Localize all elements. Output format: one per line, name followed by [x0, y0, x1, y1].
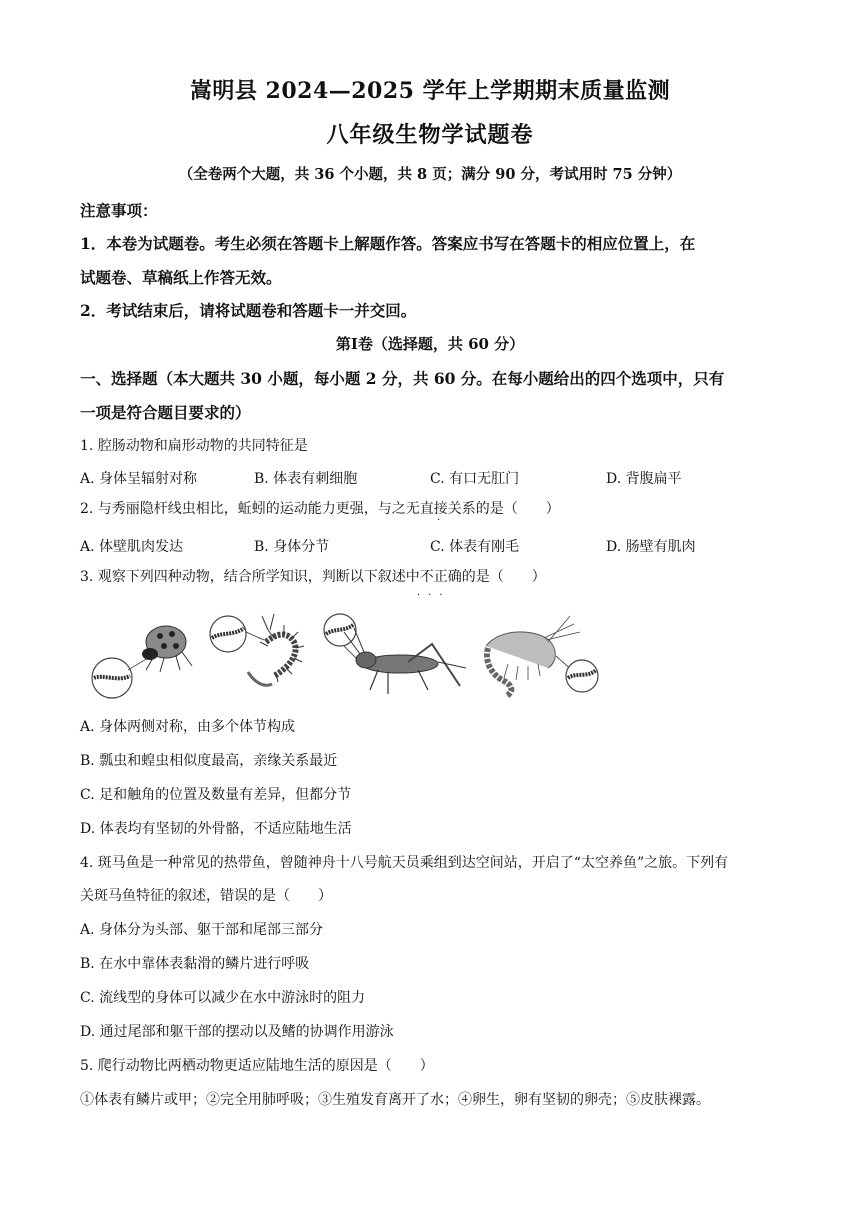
question-1-option-a: A. 身体呈辐射对称: [80, 471, 198, 487]
question-4-option-c: C. 流线型的身体可以减少在水中游泳时的阻力: [80, 990, 366, 1006]
question-3-option-c: C. 足和触角的位置及数量有差异，但都分节: [80, 787, 352, 803]
question-4-option-b: B. 在水中靠体表黏滑的鳞片进行呼吸: [80, 956, 310, 972]
emphasis-dot: ·: [437, 515, 441, 526]
centipede-illustration: [210, 614, 304, 685]
question-2-stem: 2. 与秀丽隐杆线虫相比，蚯蚓的运动能力更强，与之无直接关系的是（ ）: [80, 501, 560, 517]
notes-item-1-line-2: 试题卷、草稿纸上作答无效。: [80, 268, 282, 287]
exam-subject-title: 八年级生物学试题卷: [326, 122, 534, 148]
shrimp-illustration: [486, 616, 598, 696]
notes-item-2: 2．考试结束后，请将试题卷和答题卡一并交回。: [80, 301, 417, 320]
grasshopper-illustration: [324, 614, 466, 694]
ladybug-illustration: [92, 626, 192, 698]
part-heading-line-1: 一、选择题（本大题共 30 小题，每小题 2 分，共 60 分。在每小题给出的四个选项中，只有: [80, 369, 725, 388]
question-3-option-d: D. 体表均有坚韧的外骨骼，不适应陆地生活: [80, 821, 352, 837]
exam-title: 嵩明县 2024—2025 学年上学期期末质量监测: [189, 78, 671, 104]
question-1-option-d: D. 背腹扁平: [606, 471, 682, 487]
notes-heading: 注意事项：: [80, 201, 158, 220]
question-1-option-c: C. 有口无肛门: [430, 471, 520, 487]
question-4-stem-line-1: 4. 斑马鱼是一种常见的热带鱼，曾随神舟十八号航天员乘组到达空间站，开启了“太空养鱼”之旅。下列有: [80, 855, 729, 871]
exam-subtitle: （全卷两个大题，共 36 个小题，共 8 页；满分 90 分，考试用时 75 分钟）: [178, 166, 682, 183]
question-5-statements: ①体表有鳞片或甲；②完全用肺呼吸；③生殖发育离开了水；④卵生，卵有坚韧的卵壳；⑤皮肤裸露。: [80, 1092, 710, 1108]
question-4-stem-line-2: 关斑马鱼特征的叙述，错误的是（ ）: [80, 888, 332, 904]
question-4-option-a: A. 身体分为头部、躯干部和尾部三部分: [80, 922, 324, 938]
question-4-option-d: D. 通过尾部和躯干部的摆动以及鳍的协调作用游泳: [80, 1024, 394, 1040]
notes-item-1-line-1: 1．本卷为试题卷。考生必须在答题卡上解题作答。答案应书写在答题卡的相应位置上，在: [80, 234, 696, 253]
question-3-option-a: A. 身体两侧对称，由多个体节构成: [80, 719, 296, 735]
question-1-option-b: B. 体表有刺细胞: [254, 471, 358, 487]
question-5-stem: 5. 爬行动物比两栖动物更适应陆地生活的原因是（ ）: [80, 1058, 434, 1074]
question-3-stem: 3. 观察下列四种动物，结合所学知识，判断以下叙述中不正确的是（ ）: [80, 569, 546, 585]
question-2-option-c: C. 体表有刚毛: [430, 539, 520, 555]
question-2-option-d: D. 肠壁有肌肉: [606, 539, 696, 555]
question-2-option-b: B. 身体分节: [254, 539, 330, 555]
question-3-option-b: B. 瓢虫和蝗虫相似度最高，亲缘关系最近: [80, 753, 338, 769]
arthropods-illustration: [88, 612, 608, 704]
question-1-stem: 1. 腔肠动物和扁形动物的共同特征是: [80, 438, 308, 454]
question-3-figure: [88, 612, 608, 702]
part-heading-line-2: 一项是符合题目要求的）: [80, 403, 251, 422]
section-title: 第Ⅰ卷（选择题，共 60 分）: [335, 335, 525, 353]
emphasis-dots: ···: [417, 590, 451, 601]
question-2-option-a: A. 体壁肌肉发达: [80, 539, 184, 555]
